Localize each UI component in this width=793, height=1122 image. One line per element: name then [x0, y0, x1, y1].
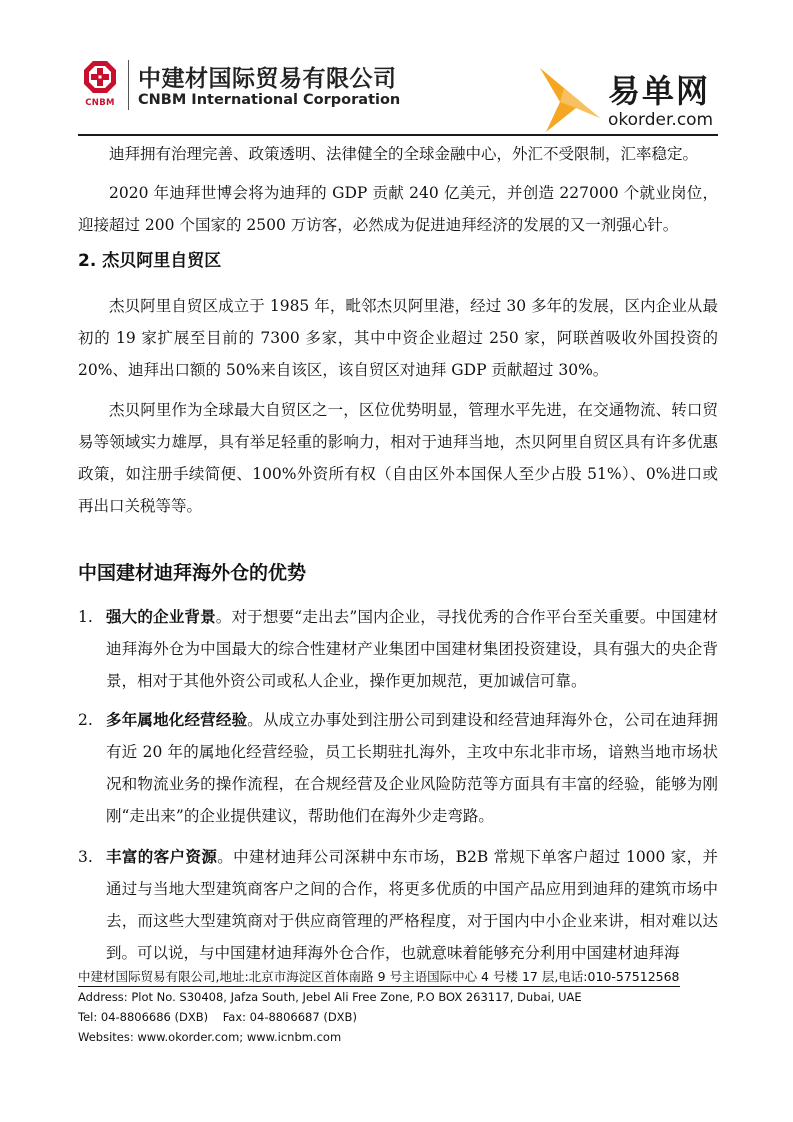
list-number: 3. — [78, 848, 93, 866]
okorder-name-cn: 易单网 — [608, 72, 711, 110]
okorder-plane-icon — [538, 62, 602, 136]
footer-phones: Tel: 04-8806686 (DXB) Fax: 04-8806687 (DXB) — [78, 1010, 357, 1024]
company-name-en: CNBM International Corporation — [138, 92, 401, 108]
list-item-background — [78, 601, 718, 697]
paragraph-jafza-history: 杰贝阿里自贸区成立于 1985 年，毗邻杰贝阿里港，经过 30 多年的发展，区内企业从最初的 19 家扩展至目前的 7300 多家，其中中资企业超过 250 家，阿联酋吸收外国投资的 20%、迪拜出口额的 50%来自该区，该自贸区对迪拜 GDP 贡献超过 30%。 — [78, 297, 718, 379]
footer-address-cn: 中建材国际贸易有限公司,地址:北京市海淀区首体南路 9 号主语国际中心 4 号楼 17 层,电话:010-57512568 — [78, 968, 680, 987]
list-item-text: 。对于想要“走出去”国内企业，寻找优秀的合作平台至关重要。中国建材迪拜海外仓为中国最大的综合性建材产业集团中国建材集团投资建设，具有强大的央企背景，相对于其他外资公司或私人企业，操作更加规范，更加诚信可靠。 — [106, 608, 718, 690]
paragraph-jafza-advantages: 杰贝阿里作为全球最大自贸区之一，区位优势明显，管理水平先进，在交通物流、转口贸易等领域实力雄厚，具有举足轻重的影响力，相对于迪拜当地，杰贝阿里自贸区具有许多优惠政策，如注册手续简便、100%外资所有权（自由区外本国保人至少占股 51%）、0%进口或再出口关税等等。 — [78, 401, 718, 515]
page-header — [0, 0, 793, 140]
list-item-lead: 丰富的客户资源 — [106, 848, 218, 866]
page-footer — [78, 966, 728, 1047]
list-item-experience — [78, 704, 718, 832]
list-item-lead: 多年属地化经营经验 — [106, 711, 248, 729]
list-item-text: 。从成立办事处到注册公司到建设和经营迪拜海外仓，公司在迪拜拥有近 20 年的属地化经营经验，员工长期驻扎海外，主攻中东北非市场，谙熟当地市场状况和物流业务的操作流程，在合规经营及企业风险防范等方面具有丰富的经验，能够为刚刚“走出来”的企业提供建议，帮助他们在海外少走弯路。 — [106, 711, 718, 825]
paragraph-expo: 2020 年迪拜世博会将为迪拜的 GDP 贡献 240 亿美元，并创造 227000 个就业岗位，迎接超过 200 个国家的 2500 万访客，必然成为促进迪拜经济的发展的又一剂强心针。 — [78, 184, 718, 234]
footer-address-en: Address: Plot No. S30408, Jafza South, Jebel Ali Free Zone, P.O BOX 263117, Dubai, UAE — [78, 990, 582, 1004]
cnbm-emblem-icon — [83, 60, 117, 94]
cnbm-logo — [80, 60, 120, 112]
cnbm-abbr: CNBM — [85, 98, 115, 108]
advantages-title: 中国建材迪拜海外仓的优势 — [78, 562, 307, 584]
list-item-lead: 强大的企业背景 — [106, 608, 216, 626]
list-number: 2. — [78, 711, 93, 729]
footer-websites: Websites: www.okorder.com; www.icnbm.com — [78, 1030, 342, 1044]
header-divider — [128, 60, 129, 110]
list-number: 1. — [78, 608, 93, 626]
okorder-logo — [538, 62, 738, 142]
okorder-domain: okorder.com — [608, 110, 714, 130]
header-rule — [78, 134, 718, 136]
company-name-cn: 中建材国际贸易有限公司 — [138, 66, 397, 92]
list-item-customers — [78, 841, 718, 969]
paragraph-finance: 迪拜拥有治理完善、政策透明、法律健全的全球金融中心，外汇不受限制，汇率稳定。 — [109, 145, 699, 163]
section-title-jafza: 2. 杰贝阿里自贸区 — [78, 251, 222, 271]
list-item-text: 。中建材迪拜公司深耕中东市场，B2B 常规下单客户超过 1000 家，并通过与当地大型建筑商客户之间的合作，将更多优质的中国产品应用到迪拜的建筑市场中去，而这些大型建筑商对于供应商管理的严格程度，对于国内中小企业来讲，相对难以达到。可以说，与中国建材迪拜海外仓合作，也就意味着能够充分利用中国建材迪拜海 — [106, 848, 718, 962]
